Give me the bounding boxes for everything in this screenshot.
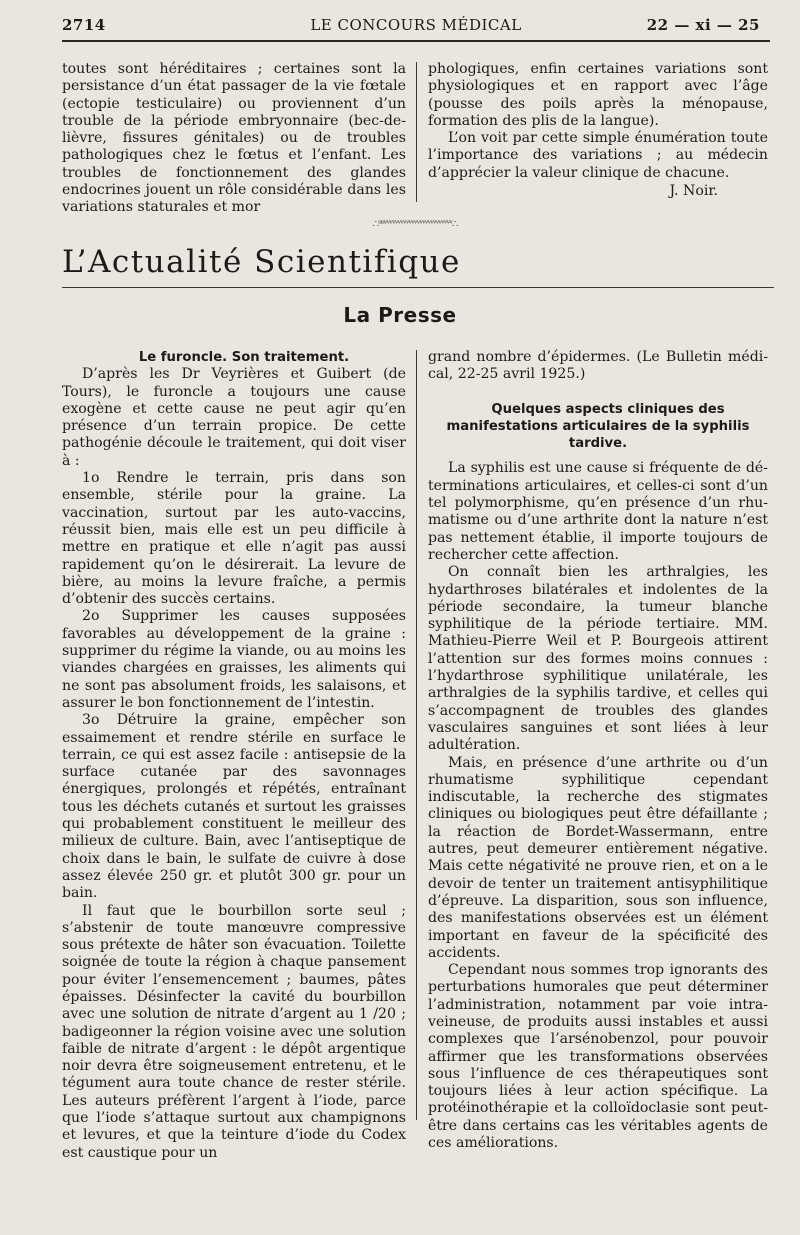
article-paragraph: 1o Rendre le terrain, pris dans son ensemble, stérile pour la graine. La vaccination, surtout par les auto-vaccins, réussit bien, mais elle est un peu difficile à mettre en pratique et elle n’agit pas aussi rapidement qu’on le désirerait. La levure de bière, au moins la levure fraîche, a permis d’obtenir des succès certains. — [62, 470, 406, 608]
previous-article-text: toutes sont héréditaires ; certaines sont la persistance d’un état passager de la vie fœtale (ectopie testiculaire) ou proviennent d’un trouble de la période embryonnaire (bec-de-lièvre, fissures génitales) ou de troubles pathologiques chez le fœtus et l’enfant. Les troubles de fonctionnement des glandes endocrines jouent un rôle considérable dans les variations staturales et mor — [62, 61, 406, 216]
section-title-rule — [62, 287, 774, 288]
article-paragraph: La syphilis est une cause si fréquente de déterminations articulaires, et celles-ci sont d’un tel polymorphisme, qu’en présence d’un rhumatisme ou d’une arthrite dont la nature n’est pas nettement établie, il importe toujours de rechercher cette affection. — [428, 460, 768, 563]
article-right-column — [428, 349, 768, 1152]
previous-article-left-column — [62, 61, 406, 217]
article-continuation: grand nombre d’épidermes. (Le Bulletin médical, 22-25 avril 1925.) — [428, 349, 768, 383]
page-number: 2714 — [62, 16, 106, 34]
article-furoncle — [62, 349, 406, 1162]
previous-article-paragraph: L’on voit par cette simple énumération toute l’importance des variations ; au médecin d’apprécier la valeur clinique de chacune. — [428, 130, 768, 181]
section-title: L’Actualité Scientifique — [62, 244, 461, 280]
issue-date: 22 — xi — 25 — [646, 16, 760, 34]
previous-article-right-column — [428, 61, 768, 200]
article-paragraph: On connaît bien les arthralgies, les hydarthroses bilatérales et indolentes de la période secondaire, la tumeur blanche syphilitique de la période tertiaire. MM. Mathieu-Pierre Weil et P. Bourgeois attirent l’attention sur des formes moins connues : l’hydarthrose syphilitique unilatérale, les arthralgies de la syphilis tardive, et celles qui s’accompagnent de troubles des glandes vasculaires sanguines et sont liées à leur adultération. — [428, 564, 768, 754]
author-signature: J. Noir. — [669, 183, 718, 200]
previous-article-continuation: phologiques, enfin certaines variations sont physiologiques et en rapport avec l’âge (pousse des poils après la ménopause, formation des plis de la langue). — [428, 61, 768, 129]
running-head — [62, 14, 770, 42]
article-paragraph: 3o Détruire la graine, empêcher son essaimement et rendre stérile en surface le terrain, ce qui est assez facile : antisepsie de la surface cutanée par des savonnages énergiques, prolongés et répétés, entraînant tous les déchets cutanés et surtout les graisses qui probablement constituent le meilleur des milieux de culture. Bain, avec l’antiseptique de choix dans le bain, le sulfate de cuivre à dose assez élevée 250 gr. et plutôt 300 gr. pour un bain. — [62, 712, 406, 902]
article-paragraph: Mais, en présence d’une arthrite ou d’un rhumatisme syphilitique cependant indiscutable, la recherche des stigmates cliniques ou biologiques peut être défaillante ; la réaction de Bordet-Wassermann, entre autres, peut demeurer entièrement négative. Mais cette négativité ne prouve rien, et on a le devoir de tenter un traitement antisyphilitique d’épreuve. La disparition, sous son influence, des manifestations observées est un élément important en faveur de la spécificité des accidents. — [428, 754, 768, 961]
column-divider — [416, 62, 417, 202]
article-paragraph: Cependant nous sommes trop ignorants des perturbations humorales que peut déterminer l’administration, notamment par voie intraveineuse, de produits aussi instables et aussi complexes que l’arsénobenzol, pour pouvoir affirmer que les transformations observées sous l’influence de ces thérapeutiques sont toujours liées à leur action spécifique. La protéinothérapie et la colloïdoclasie sont peut-être dans certains cas les véritables agents de ces améliorations. — [428, 962, 768, 1152]
journal-title: LE CONCOURS MÉDICAL — [310, 16, 522, 34]
article-paragraph: 2o Supprimer les causes supposées favorables au développement de la graine : supprimer du régime la viande, ou au moins les viandes chargées en graisses, les aliments qui ne sont pas absolument froids, les salaisons, et assurer le bon fonctionnement de l’intestin. — [62, 608, 406, 711]
column-divider — [416, 350, 417, 1120]
article-title: Quelques aspects cliniques des manifestations articulaires de la syphilis tardive. — [446, 401, 750, 452]
article-paragraph: Il faut que le bourbillon sorte seul ; s’abstenir de toute manœuvre compressive sous prétexte de hâter son évacuation. Toilette soignée de toute la région à chaque pansement pour éviter l’ensemencement ; baumes, pâtes épaisses. Désinfecter la cavité du bourbillon avec une solution de nitrate d’argent au 1 /20 ; badigeonner la région voisine avec une solution faible de nitrate d’argent : le dépôt argentique noir devra être soigneusement entretenu, et le tégument aura toute chance de rester stérile. Les auteurs préfèrent l’argent à l’iode, parce que l’iode s’attaque surtout aux champignons et levures, et que la teinture d’iode du Codex est caustique pour un — [62, 902, 406, 1161]
section-ornament: ∴ᵘᵘᵛᵛᵛᵛᵛᵛᵛᵛᵛᵛᵛᵛᵛᵛᵛᵛᵛᵛᵛᵛᵛᵛᵛᵛᵛ∴ — [372, 219, 458, 230]
article-title: Le furoncle. Son traitement. — [138, 350, 350, 365]
subsection-title: La Presse — [343, 303, 457, 327]
article-paragraph: D’après les Dr Veyrières et Guibert (de Tours), le furoncle a toujours une cause exogène et cette cause ne peut agir qu’en présence d’un terrain propice. De cette pathogénie découle le traitement, qui doit viser à : — [62, 366, 406, 469]
